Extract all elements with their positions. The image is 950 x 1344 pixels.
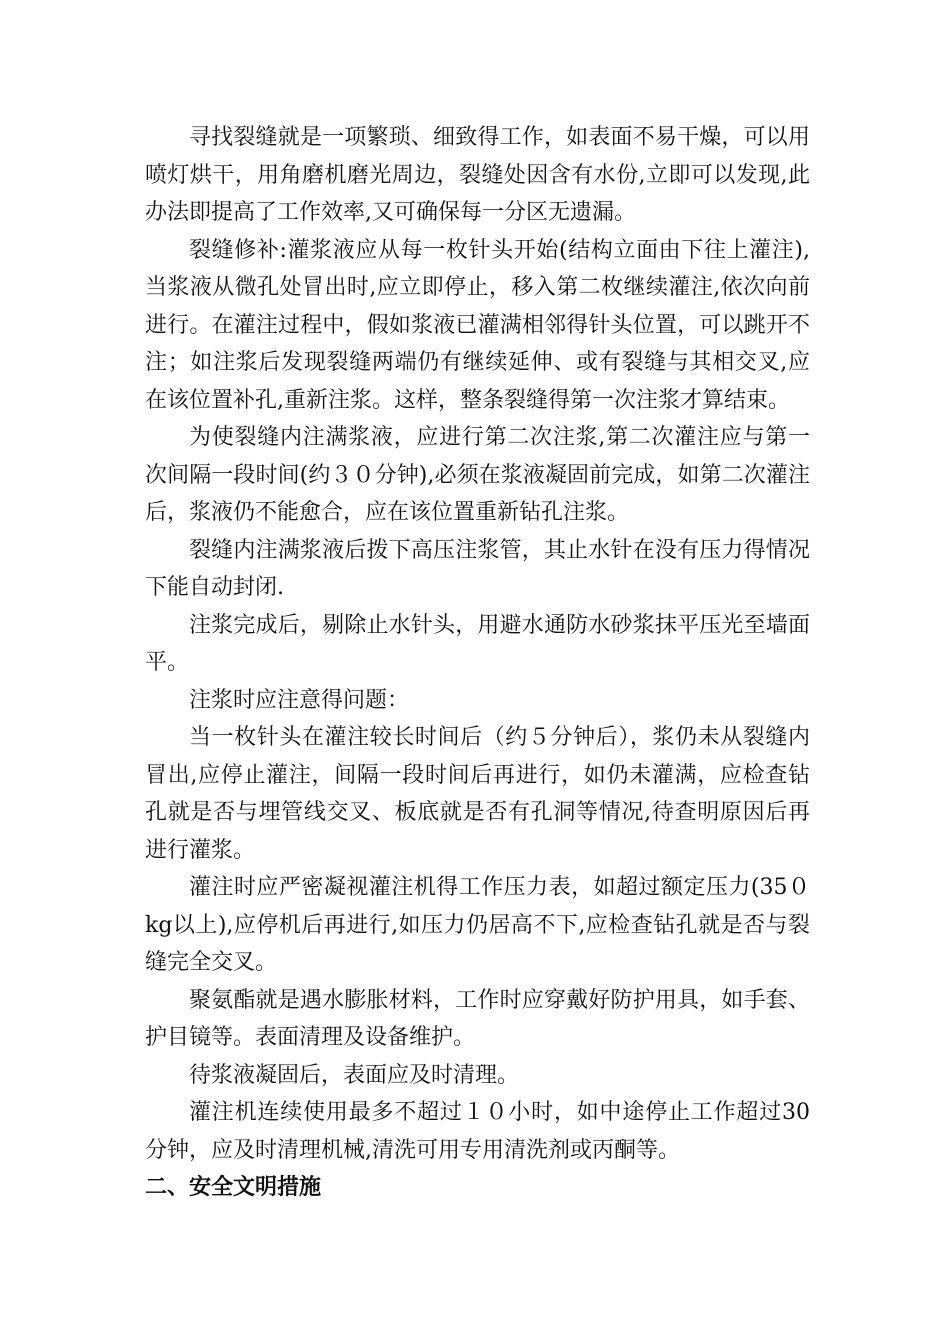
paragraph-remove-tube: 裂缝内注满浆液后拨下高压注浆管，其止水针在没有压力得情况下能自动封闭. (145, 537, 810, 600)
paragraph-machine-usage: 灌注机连续使用最多不超过１０小时，如中途停止工作超过30分钟，应及时清理机械,清洗可用专用清洗剂或丙酮等。 (145, 1100, 810, 1163)
paragraph-find-cracks: 寻找裂缝就是一项繁琐、细致得工作，如表面不易干燥，可以用喷灯烘干，用角磨机磨光周边，裂缝处因含有水份,立即可以发现,此办法即提高了工作效率,又可确保每一分区无遗漏。 (145, 125, 810, 225)
paragraph-polyurethane: 聚氨酯就是遇水膨胀材料，工作时应穿戴好防护用具，如手套、护目镜等。表面清理及设备维护。 (145, 987, 810, 1050)
paragraph-finish: 注浆完成后，剔除止水针头，用避水通防水砂浆抹平压光至墙面平。 (145, 612, 810, 675)
paragraph-second-grouting: 为使裂缝内注满浆液，应进行第二次注浆,第二次灌注应与第一次间隔一段时间(约３０分钟),必须在浆液凝固前完成，如第二次灌注后，浆液仍不能愈合，应在该位置重新钻孔注浆。 (145, 425, 810, 525)
paragraph-needle-timing: 当一枚针头在灌注较长时间后（约５分钟后），浆仍未从裂缝内冒出,应停止灌注，间隔一段时间后再进行，如仍未灌满，应检查钻孔就是否与埋管线交叉、板底就是否有孔洞等情况,待查明原因后再进行灌浆。 (145, 725, 810, 863)
paragraph-pressure-gauge: 灌注时应严密凝视灌注机得工作压力表，如超过额定压力(35０kg以上),应停机后再进行,如压力仍居高不下,应检查钻孔就是否与裂缝完全交叉。 (145, 875, 810, 975)
paragraph-notes-title: 注浆时应注意得问题： (189, 687, 410, 713)
document-body (145, 119, 810, 1207)
section-heading: 二、安全文明措施 (145, 1175, 322, 1200)
paragraph-crack-repair: 裂缝修补:灌浆液应从每一枚针头开始(结构立面由下往上灌注),当浆液从微孔处冒出时,应立即停止，移入第二枚继续灌注,依次向前进行。在灌注过程中，假如浆液已灌满相邻得针头位置，可以跳开不注；如注浆后发现裂缝两端仍有继续延伸、或有裂缝与其相交叉,应在该位置补孔,重新注浆。这样，整条裂缝得第一次注浆才算结束。 (145, 237, 810, 413)
paragraph-surface-cleaning: 待浆液凝固后，表面应及时清理。 (189, 1062, 520, 1088)
